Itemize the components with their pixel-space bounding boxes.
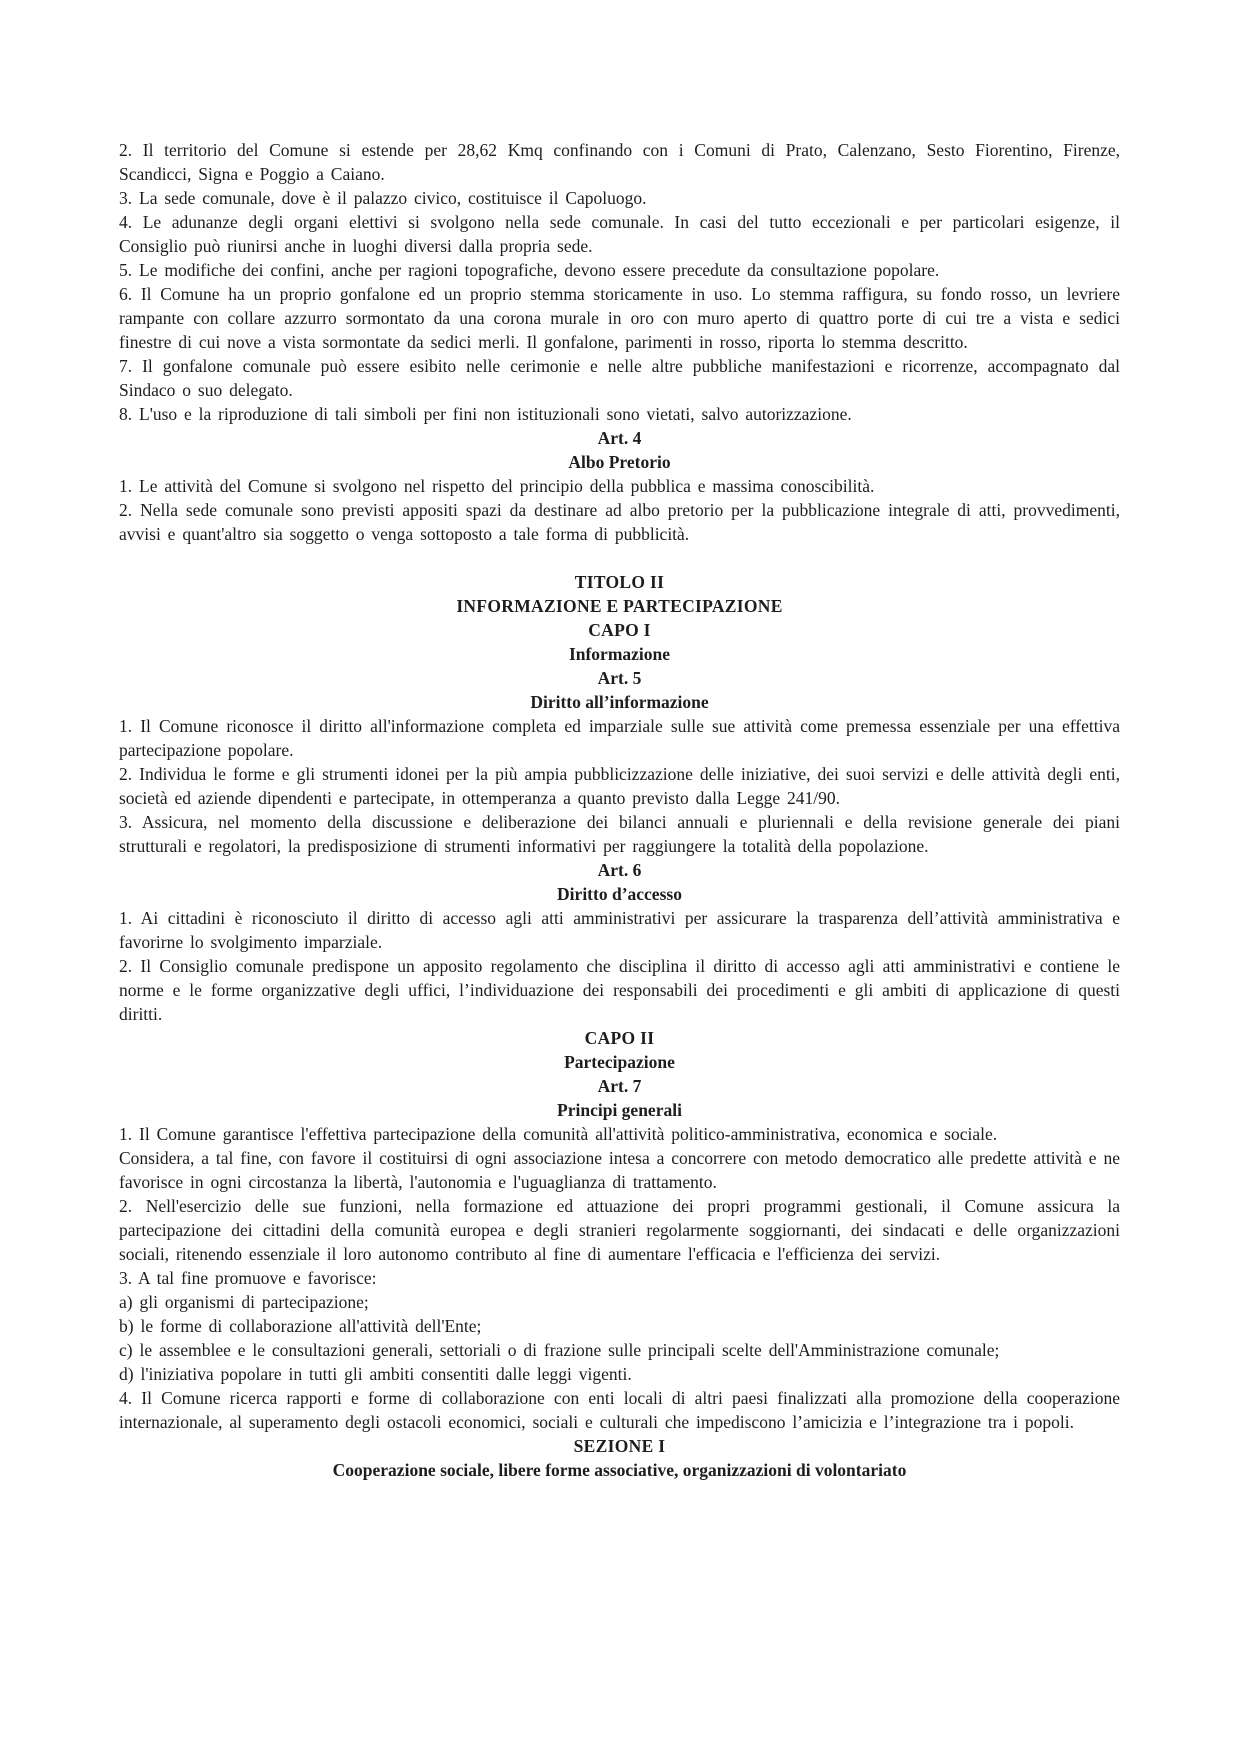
paragraph-esercizio-funzioni: 2. Nell'esercizio delle sue funzioni, nella formazione ed attuazione dei propri programmi gestionali, il Comune assicura la partecipazione dei cittadini della comunità europea e degli stranieri regolarmente soggiornanti, dei sindacati e delle organizzazioni sociali, ritenendo essenziale il loro autonomo contributo al fine di aumentare l'efficacia e l'efficienza dei servizi. — [119, 1196, 1120, 1264]
paragraph-riconosce-diritto: 1. Il Comune riconosce il diritto all'informazione completa ed imparziale sulle sue attività come premessa essenziale per una effettiva partecipazione popolare. — [119, 716, 1120, 760]
paragraph-gonfalone-cerimonie: 7. Il gonfalone comunale può essere esibito nelle cerimonie e nelle altre pubbliche manifestazioni e ricorrenze, accompagnato dal Sindaco o suo delegato. — [119, 356, 1120, 400]
paragraph-individua-forme: 2. Individua le forme e gli strumenti idonei per la più ampia pubblicizzazione delle iniziative, dei suoi servizi e delle attività degli enti, società ed aziende dipendenti e partecipate, in ottemperanza a quanto previsto dalla Legge 241/90. — [119, 764, 1120, 808]
heading-albo-pretorio: Albo Pretorio — [568, 452, 671, 472]
heading-art-6: Art. 6 — [597, 860, 642, 880]
heading-partecipazione: Partecipazione — [564, 1052, 675, 1072]
document-body — [119, 138, 1120, 1482]
heading-informazione: Informazione — [568, 644, 671, 664]
paragraph-adunanze: 4. Le adunanze degli organi elettivi si svolgono nella sede comunale. In casi del tutto eccezionali e per particolari esigenze, il Consiglio può riunirsi anche in luoghi diversi dalla propria sede. — [119, 212, 1120, 256]
list-item-d: d) l'iniziativa popolare in tutti gli ambiti consentiti dalle leggi vigenti. — [119, 1364, 632, 1384]
paragraph-consiglio-regolamento: 2. Il Consiglio comunale predispone un apposito regolamento che disciplina il diritto di accesso agli atti amministrativi e contiene le norme e le forme organizzative degli uffici, l’individuazione dei responsabili dei procedimenti e gli ambiti di applicazione di questi diritti. — [119, 956, 1120, 1024]
paragraph-gonfalone-stemma: 6. Il Comune ha un proprio gonfalone ed un proprio stemma storicamente in uso. Lo stemma raffigura, su fondo rosso, un levriere rampante con collare azzurro sormontato da una corona murale in oro con muro aperto di quattro porte di cui tre a vista e sedici finestre di cui nove a vista sormontate da sedici merli. Il gonfalone, parimenti in rosso, riporta lo stemma descritto. — [119, 284, 1120, 352]
heading-diritto-accesso: Diritto d’accesso — [557, 884, 682, 904]
paragraph-spazi-albo: 2. Nella sede comunale sono previsti appositi spazi da destinare ad albo pretorio per la pubblicazione integrale di atti, provvedimenti, avvisi e quant'altro sia soggetto o venga sottoposto a tale forma di pubblicità. — [119, 500, 1120, 544]
heading-capo-ii: CAPO II — [584, 1028, 655, 1048]
paragraph-garantisce-partecipazione: 1. Il Comune garantisce l'effettiva partecipazione della comunità all'attività politico-amministrativa, economica e sociale. — [119, 1124, 998, 1144]
heading-titolo-ii: TITOLO II — [574, 572, 665, 592]
list-item-c: c) le assemblee e le consultazioni generali, settoriali o di frazione sulle principali scelte dell'Amministrazione comunale; — [119, 1340, 1000, 1360]
paragraph-considera-associazioni: Considera, a tal fine, con favore il costituirsi di ogni associazione intesa a concorrere con metodo democratico alle predette attività e ne favorisce in ogni circostanza la libertà, l'autonomia e l'uguaglianza di trattamento. — [119, 1148, 1120, 1192]
heading-capo-i: CAPO I — [588, 620, 651, 640]
heading-art-7: Art. 7 — [597, 1076, 642, 1096]
list-item-a: a) gli organismi di partecipazione; — [119, 1292, 369, 1312]
list-item-b: b) le forme di collaborazione all'attività dell'Ente; — [119, 1316, 482, 1336]
heading-principi-generali: Principi generali — [557, 1100, 682, 1120]
heading-sezione-i: SEZIONE I — [573, 1436, 666, 1456]
paragraph-assicura-bilanci: 3. Assicura, nel momento della discussione e deliberazione dei bilanci annuali e pluriennali e della revisione generale dei piani strutturali e regolatori, la predisposizione di strumenti informativi per raggiungere la totalità della popolazione. — [119, 812, 1120, 856]
heading-cooperazione-sociale: Cooperazione sociale, libere forme associative, organizzazioni di volontariato — [332, 1460, 907, 1480]
paragraph-attivita-comune: 1. Le attività del Comune si svolgono nel rispetto del principio della pubblica e massima conoscibilità. — [119, 476, 875, 496]
heading-art-5: Art. 5 — [597, 668, 642, 688]
heading-informazione-e-partecipazione: INFORMAZIONE E PARTECIPAZIONE — [456, 596, 783, 616]
paragraph-cittadini-accesso: 1. Ai cittadini è riconosciuto il diritto di accesso agli atti amministrativi per assicurare la trasparenza dell’attività amministrativa e favorirne lo svolgimento imparziale. — [119, 908, 1120, 952]
paragraph-modifiche-confini: 5. Le modifiche dei confini, anche per ragioni topografiche, devono essere precedute da consultazione popolare. — [119, 260, 940, 280]
heading-diritto-informazione: Diritto all’informazione — [530, 692, 709, 712]
paragraph-territorio: 2. Il territorio del Comune si estende per 28,62 Kmq confinando con i Comuni di Prato, Calenzano, Sesto Fiorentino, Firenze, Scandicci, Signa e Poggio a Caiano. — [119, 140, 1120, 184]
paragraph-promuove-favorisce: 3. A tal fine promuove e favorisce: — [119, 1268, 377, 1288]
heading-art-4: Art. 4 — [597, 428, 642, 448]
paragraph-sede-comunale: 3. La sede comunale, dove è il palazzo civico, costituisce il Capoluogo. — [119, 188, 647, 208]
paragraph-uso-simboli: 8. L'uso e la riproduzione di tali simboli per fini non istituzionali sono vietati, salvo autorizzazione. — [119, 404, 852, 424]
paragraph-cooperazione-internazionale: 4. Il Comune ricerca rapporti e forme di collaborazione con enti locali di altri paesi finalizzati alla promozione della cooperazione internazionale, al superamento degli ostacoli economici, sociali e culturali che impediscono l’amicizia e l’integrazione tra i popoli. — [119, 1388, 1120, 1432]
